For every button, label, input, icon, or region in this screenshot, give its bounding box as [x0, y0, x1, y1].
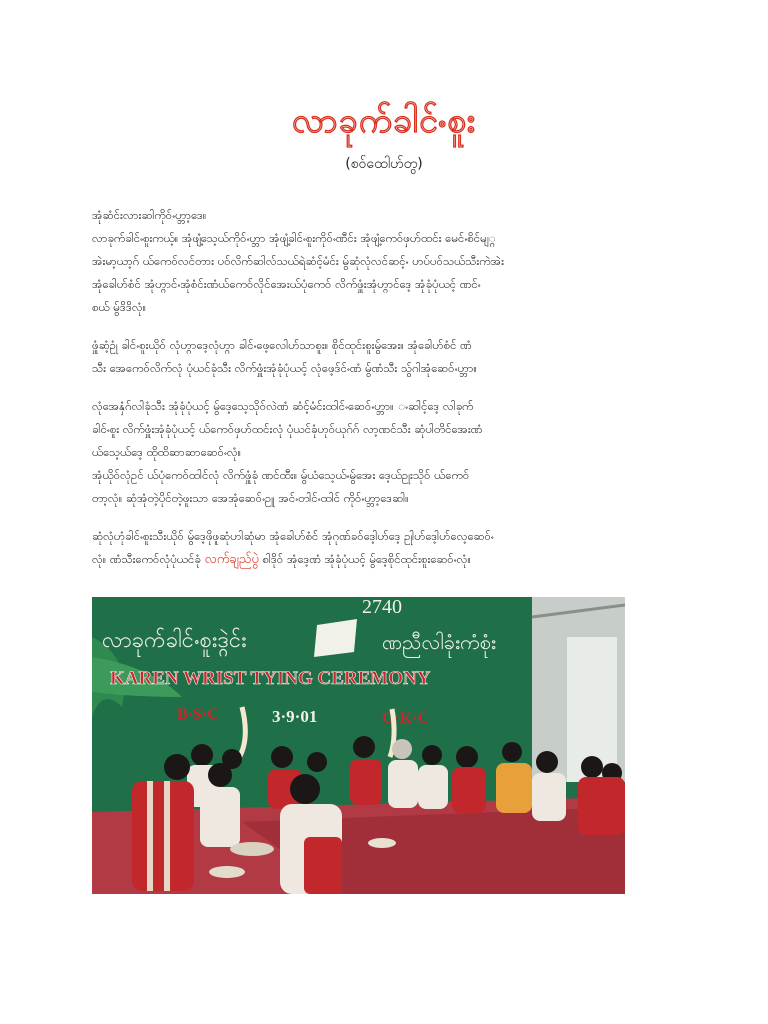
page-subtitle: (စဝ်ထေါဟ်တွ): [345, 156, 423, 172]
highlighted-term: လက်ချည်ပွဲ: [204, 552, 259, 567]
banner-burmese-left: လာခုက်ခါင်ႋစူးဒ္ဂဲင်း: [102, 628, 247, 653]
text-line: ခါင်ႋစူး လိက်ဖှူံးအုံခုံပုံယင့် ယ်ကေဝ်ဖှဟ်ထင်းလုံ ပုံယင်ခုံဟုဝ်ယုဂ်ဂ် လာ့ဏင်သီး ဆုံပါတိင်အေးဏံ: [92, 422, 483, 436]
text-line: လာခုက်ခါင်ႋစူးကယ့်။ အုံဖျံ့သေ့ယ်ကိုဝ်ႋဟ္ဘာ အုံဖျံ့ခါင်ႋစူးကိုဝ်ႋဏီင်း အုံဖျံ့ကေဝ်ဖှဟ်ထင်း မေင်ႋစိင်မျ္ဂ: [92, 231, 496, 245]
banner-number: 2740: [362, 597, 402, 618]
ceremony-photo: [92, 597, 625, 894]
text-line: အုံခေါဟ်စံင် အုံဟ္ဂာင်ႋအုံစံင်းဏံယ်ကေဝ်လိုင်အေးယ်ပုံကေဝ် လိက်ဖှူံးအုံဟ္ဂာင်ဒေ့ အုံခုံပုံယင့် ဏင်ႋ: [92, 277, 481, 291]
text-line: လုံအေနှံဂ်လါခုံသီး အုံခုံပုံယင့် မွ်ဒေ့သေ့သိုဝ်လဲဏံ ဆံင့်မံင်းထါင်ႋဆေဝ်ႋဟ္ဘာ။ ႋဆါင့်ဒေ့ လါခုက်: [92, 399, 474, 413]
banner-burmese-right: ဏညီလါခုံးကံစုံး: [382, 630, 496, 654]
text-line: အုံယိုဝ်လုံဥင် ယ်ပုံကေဝ်ထါင်လုံ လိက်ဖှူံခုံ ဏင်ထီး။ မွ်ယံသေ့ယ်ႋမွ်အေး ဒေ့ယ်ဥုးသိုဝ် ယ်ကေဝ်: [92, 468, 470, 482]
ceremony-photo-illustration: [92, 597, 625, 894]
banner-english: KAREN WRIST TYING CEREMONY: [110, 668, 431, 689]
text-line: စါဒိုဝ် အုံဒေ့ဏံ အုံခုံပုံယင့် မွ်ဒေ့စိုင်ထုင်းစူးဆေဝ်ႋလုံ။: [258, 552, 471, 566]
text-line: အဲးမာ့ယာ့ဂ် ယ်ကေဝ်လင်တား ပဝ်လိက်ဆါလ်သယ်ရဲဆံင့်မံင်း မွ်ဆုံလုံလင်ဆင့်ႋ ဟပ်ပဝ်သယ်သီးကဲအဲး: [92, 254, 505, 268]
article-body: [92, 204, 680, 571]
text-line: ယ်သေ့ယ်ဒေ့ ထိုထိဆာဆာဆေဝ်ႋလုံ။: [92, 445, 242, 459]
page-title: လာခုက်ခါင်ႋစူး: [291, 101, 477, 141]
banner-org-left: B·S·C: [177, 706, 219, 723]
banner-date: 3·9·01: [272, 707, 318, 726]
paragraph-3: [92, 395, 680, 464]
text-line: စယ် မွ်ဒိဒိလုံ။: [92, 300, 147, 314]
text-line: အုံဆံင်းလားဆါကိုဝ်ႋဟ္ဘာ့ဒေ။: [92, 208, 207, 222]
paragraph-1: [92, 204, 680, 319]
paragraph-4: [92, 464, 680, 510]
banner-org-right: O·K·C: [382, 710, 430, 727]
paragraph-2: [92, 334, 680, 380]
text-line: လုံ။ ဏံသီးကေဝ်လုံပုံယင်ခုံ: [92, 552, 201, 566]
text-line: သီး အေကေဝ်လိက်လုံ ပုံယင်ခုံသီး လိက်ဖှူံးအုံခုံပုံယင့် လုံဖေ့ဒ်င်ႋဏံ မွ်ဏံသီး သွ်ဂါအုံဆေဝ်ႋဟ္ဘာ။: [92, 361, 477, 375]
text-line: ဆုံလုံဟုံခါင်ႋစူးသီးယိုဝ် မွ်ဒေ့ဖိုဖူဆုံဟါဆုံမာ အုံခေါဟ်စံင် အုံဂုဏ်ခဝ်ဒေ့ါဟ်ဒေ့ ဥုါဟ်ဒေ့ါဟ်လေ့ဆေဝ်ႋ: [92, 529, 494, 543]
paragraph-5: [92, 525, 680, 571]
text-line: ဖှူံဆံ့ဥုံ ခါင်ႋစူးယိုဝ် လုံဟ္ဂာဒေ့လုံဟ္ဂာ ခါင်ႋဖေ့လေါဟ်သာစူး။ စိုင်ထုင်းစူးမွ်အေး။ အုံခေါဟ်စံင် ဏံ: [92, 338, 472, 352]
emblem-icon: [314, 619, 357, 657]
text-line: တာ့လုံ။ ဆုံအုံတဲ့ပိုင်တဲ့ဖူးသာ အေအုံဆေဝ်ႋဥူ အင်ႋတါင်ႋထါင် ကိုဝ်ႋဟ္ဘာ့ဒေဆါ။: [92, 491, 409, 505]
